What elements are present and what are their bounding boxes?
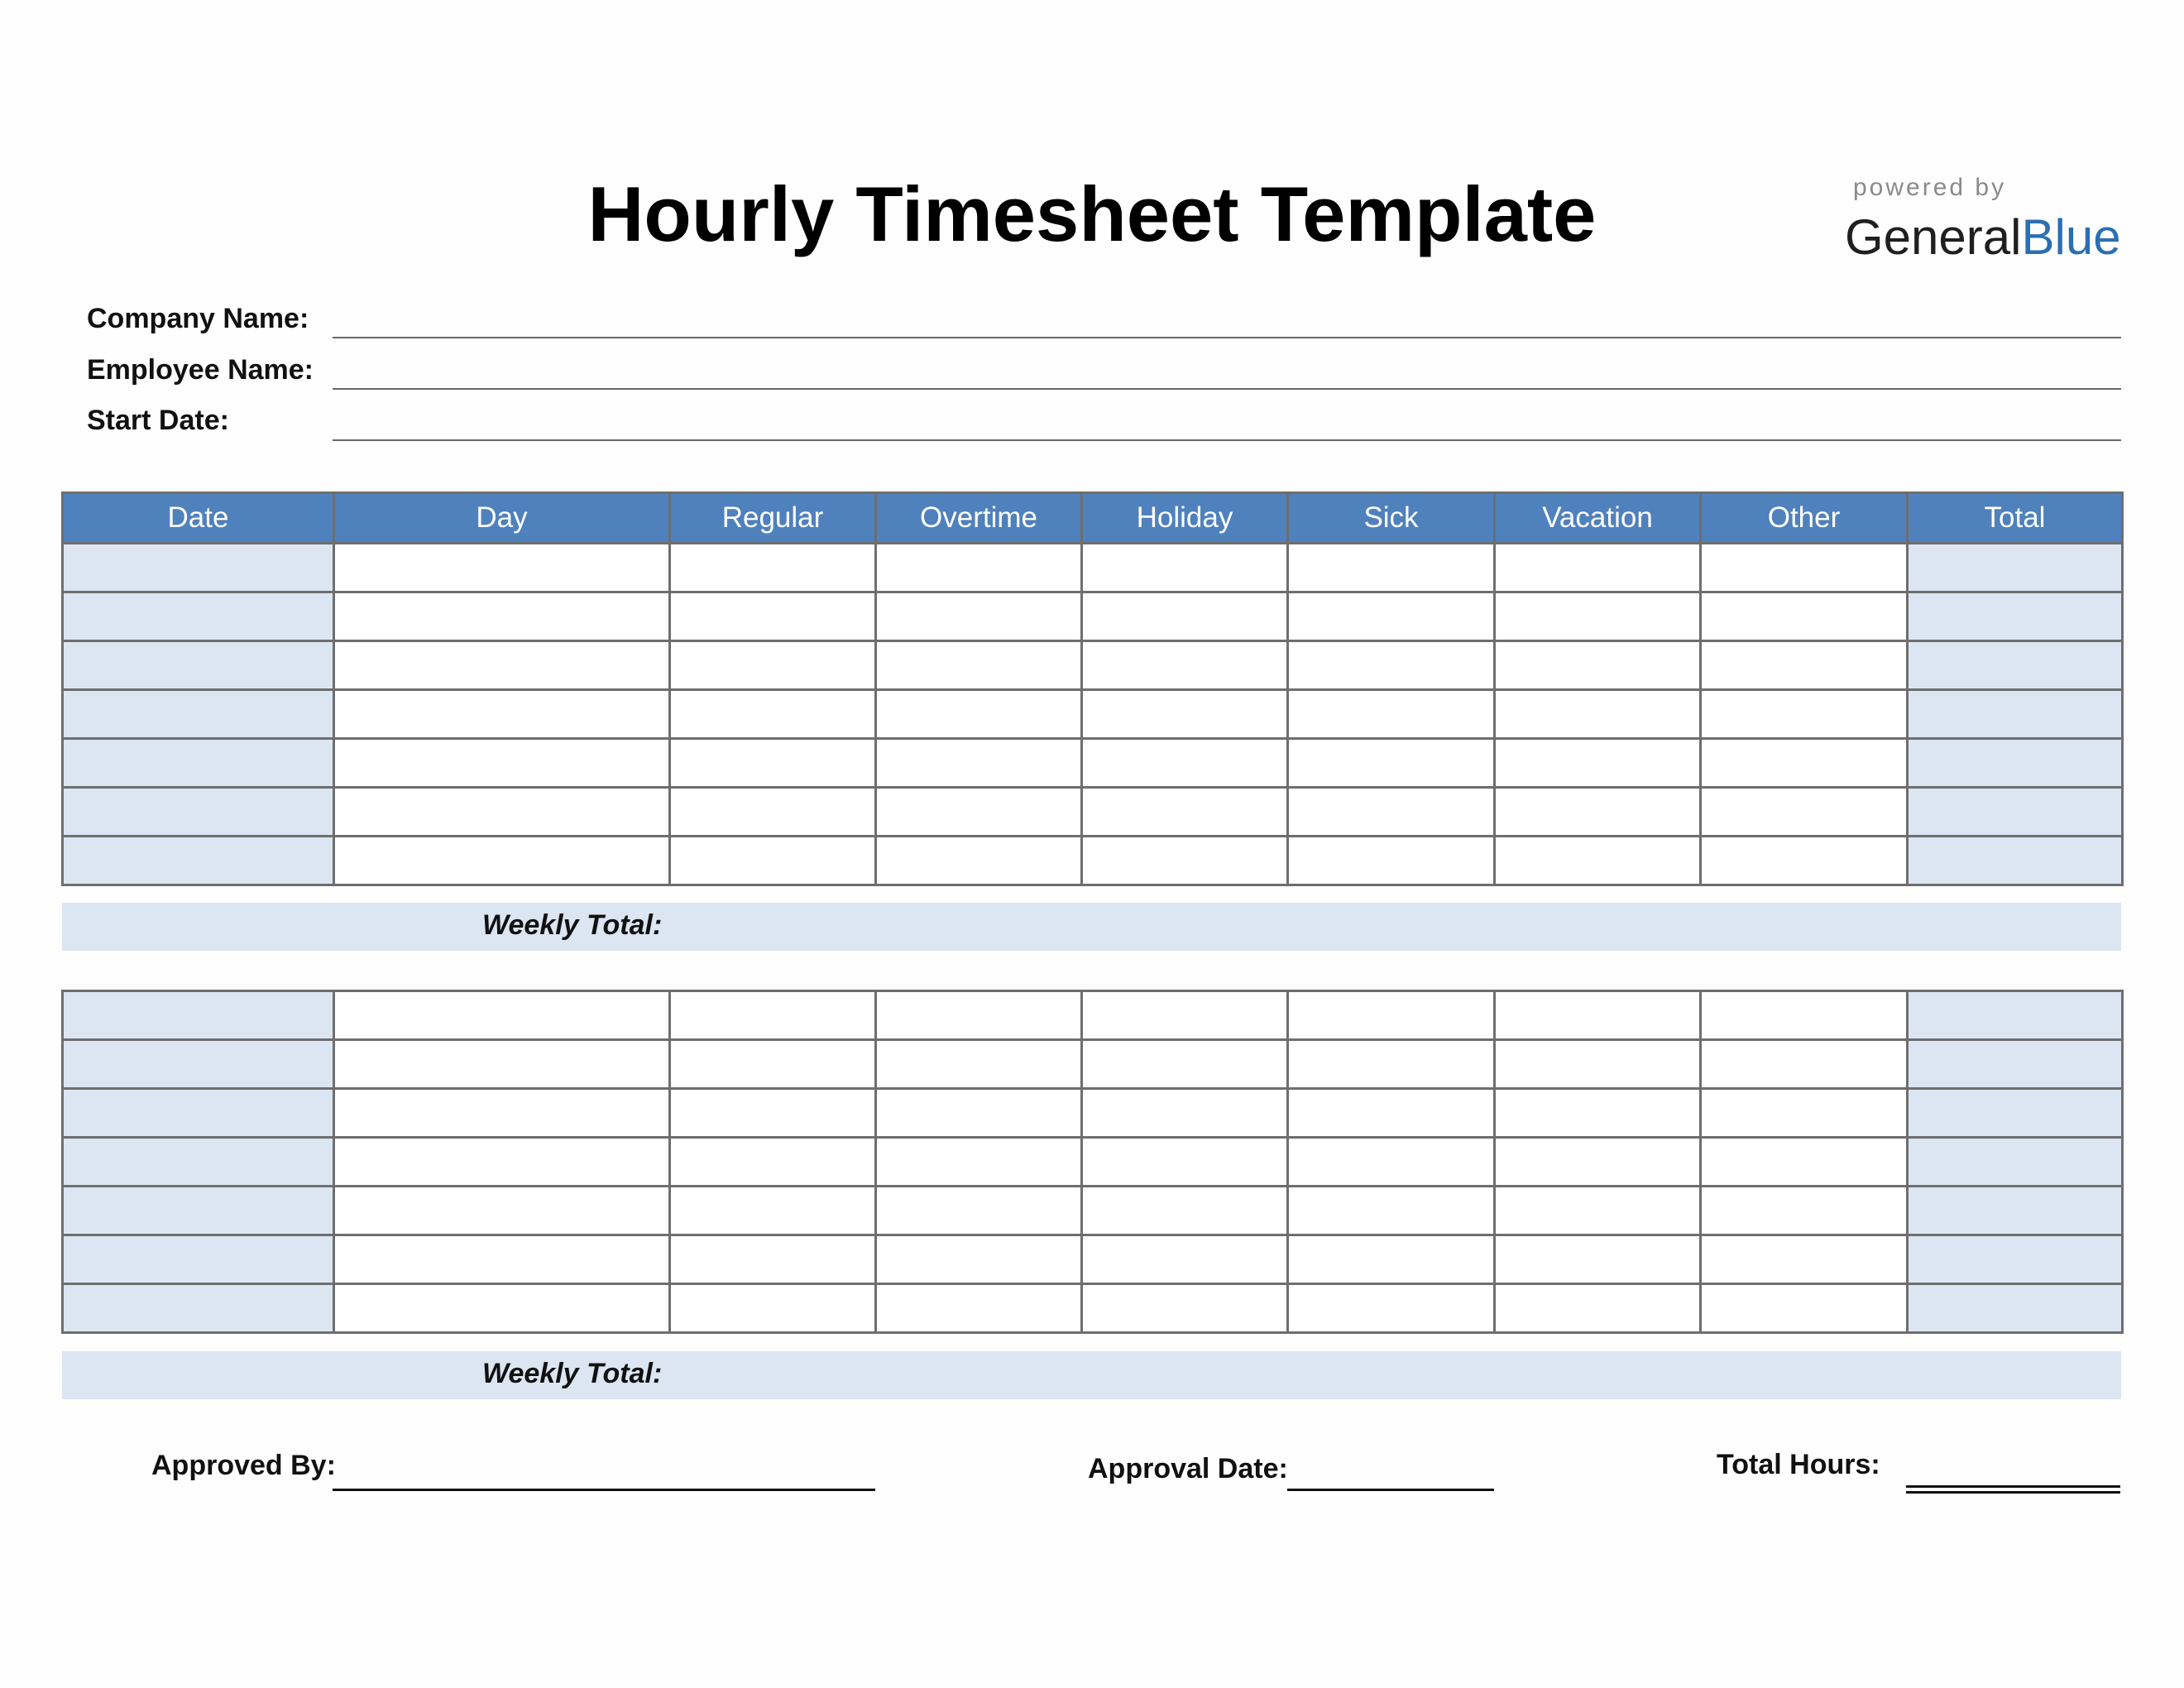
table-cell[interactable] — [1082, 788, 1288, 837]
column-header: Total — [1908, 493, 2123, 544]
table-cell[interactable] — [1495, 1089, 1701, 1138]
table-cell[interactable] — [1495, 592, 1701, 641]
table-cell[interactable] — [63, 1187, 334, 1235]
table-cell[interactable] — [334, 1284, 670, 1333]
table-cell[interactable] — [1288, 1284, 1495, 1333]
table-cell[interactable] — [63, 739, 334, 788]
table-cell[interactable] — [1082, 1187, 1288, 1235]
table-cell[interactable] — [1908, 739, 2123, 788]
table-cell[interactable] — [1288, 1235, 1495, 1284]
table-cell[interactable] — [1701, 641, 1908, 690]
start-date-label: Start Date: — [87, 405, 229, 436]
table-cell[interactable] — [1908, 544, 2123, 592]
table-cell[interactable] — [1082, 837, 1288, 885]
weekly-total-row — [62, 1351, 2121, 1399]
table-cell[interactable] — [1495, 690, 1701, 739]
table-cell[interactable] — [876, 1138, 1082, 1187]
table-cell[interactable] — [1288, 991, 1495, 1040]
table-cell[interactable] — [334, 788, 670, 837]
start-date-field[interactable] — [333, 439, 2121, 441]
table-cell[interactable] — [670, 641, 876, 690]
table-row — [63, 1089, 2123, 1138]
table-cell[interactable] — [1495, 544, 1701, 592]
table-row — [63, 837, 2123, 885]
table-row — [63, 739, 2123, 788]
table-cell[interactable] — [1701, 544, 1908, 592]
table-cell[interactable] — [1288, 544, 1495, 592]
table-cell[interactable] — [1288, 1138, 1495, 1187]
table-cell[interactable] — [1082, 1138, 1288, 1187]
table-cell[interactable] — [670, 991, 876, 1040]
column-header: Sick — [1288, 493, 1495, 544]
table-row — [63, 641, 2123, 690]
table-cell[interactable] — [1701, 1040, 1908, 1089]
table-cell[interactable] — [1908, 788, 2123, 837]
table-cell[interactable] — [876, 544, 1082, 592]
table-cell[interactable] — [1908, 1284, 2123, 1333]
table-cell[interactable] — [1701, 592, 1908, 641]
table-cell[interactable] — [1495, 1040, 1701, 1089]
column-header: Vacation — [1495, 493, 1701, 544]
table-cell[interactable] — [334, 544, 670, 592]
table-cell[interactable] — [1908, 1235, 2123, 1284]
table-cell[interactable] — [1082, 991, 1288, 1040]
table-cell[interactable] — [1082, 641, 1288, 690]
table-cell[interactable] — [1701, 837, 1908, 885]
table-cell[interactable] — [1908, 837, 2123, 885]
table-cell[interactable] — [670, 788, 876, 837]
employee-name-label: Employee Name: — [87, 354, 314, 386]
column-header: Date — [63, 493, 334, 544]
table-row — [63, 1138, 2123, 1187]
table-cell[interactable] — [876, 739, 1082, 788]
timesheet-table-week-1 — [61, 492, 2124, 886]
table-cell[interactable] — [1495, 1284, 1701, 1333]
table-cell[interactable] — [1495, 739, 1701, 788]
table-cell[interactable] — [1082, 739, 1288, 788]
table-cell[interactable] — [670, 1284, 876, 1333]
table-cell[interactable] — [63, 1040, 334, 1089]
table-cell[interactable] — [1701, 788, 1908, 837]
table-cell[interactable] — [1082, 690, 1288, 739]
approved-by-label: Approved By: — [151, 1450, 336, 1481]
table-row — [63, 690, 2123, 739]
table-row — [63, 991, 2123, 1040]
table-row — [63, 788, 2123, 837]
table-cell[interactable] — [670, 739, 876, 788]
table-cell[interactable] — [876, 1089, 1082, 1138]
table-cell[interactable] — [876, 1040, 1082, 1089]
table-cell[interactable] — [1082, 544, 1288, 592]
table-cell[interactable] — [1288, 788, 1495, 837]
table-cell[interactable] — [670, 1138, 876, 1187]
table-cell[interactable] — [1082, 1235, 1288, 1284]
total-hours-field[interactable] — [1906, 1485, 2120, 1494]
column-header: Regular — [670, 493, 876, 544]
table-cell[interactable] — [1082, 1284, 1288, 1333]
table-cell[interactable] — [1908, 1040, 2123, 1089]
table-row — [63, 544, 2123, 592]
table-cell[interactable] — [63, 592, 334, 641]
table-cell[interactable] — [1288, 690, 1495, 739]
table-cell[interactable] — [334, 1089, 670, 1138]
column-header: Overtime — [876, 493, 1082, 544]
table-cell[interactable] — [670, 1089, 876, 1138]
table-cell[interactable] — [1701, 1138, 1908, 1187]
table-cell[interactable] — [1701, 739, 1908, 788]
brand-name: GeneralBlue — [1845, 209, 2121, 265]
table-cell[interactable] — [876, 592, 1082, 641]
table-cell[interactable] — [1495, 837, 1701, 885]
approved-by-field[interactable] — [333, 1489, 875, 1491]
table-cell[interactable] — [876, 1284, 1082, 1333]
table-cell[interactable] — [876, 1235, 1082, 1284]
table-cell[interactable] — [1908, 641, 2123, 690]
table-cell[interactable] — [1495, 1235, 1701, 1284]
table-cell[interactable] — [1495, 1138, 1701, 1187]
table-cell[interactable] — [1495, 788, 1701, 837]
table-cell[interactable] — [1701, 1187, 1908, 1235]
table-cell[interactable] — [1082, 592, 1288, 641]
table-cell[interactable] — [1082, 1089, 1288, 1138]
approval-date-field[interactable] — [1287, 1489, 1494, 1491]
company-name-label: Company Name: — [87, 303, 309, 334]
table-cell[interactable] — [876, 837, 1082, 885]
table-cell[interactable] — [63, 1089, 334, 1138]
table-cell[interactable] — [876, 641, 1082, 690]
table-cell[interactable] — [1701, 690, 1908, 739]
table-row — [63, 1235, 2123, 1284]
table-cell[interactable] — [1495, 641, 1701, 690]
table-cell[interactable] — [1701, 1089, 1908, 1138]
table-cell[interactable] — [334, 1138, 670, 1187]
table-cell[interactable] — [1701, 991, 1908, 1040]
table-cell[interactable] — [334, 1040, 670, 1089]
table-cell[interactable] — [334, 1235, 670, 1284]
table-cell[interactable] — [334, 991, 670, 1040]
table-cell[interactable] — [1908, 1138, 2123, 1187]
table-cell[interactable] — [876, 690, 1082, 739]
timesheet-table-week-2 — [61, 990, 2124, 1334]
powered-by-text: powered by — [1853, 174, 2007, 201]
weekly-total-row — [62, 903, 2121, 951]
table-body — [63, 544, 2123, 885]
column-header: Day — [334, 493, 670, 544]
column-header: Other — [1701, 493, 1908, 544]
table-cell[interactable] — [1082, 1040, 1288, 1089]
table-header-row — [63, 493, 2123, 544]
table-cell[interactable] — [876, 788, 1082, 837]
table-cell[interactable] — [1288, 739, 1495, 788]
table-cell[interactable] — [670, 837, 876, 885]
table-cell[interactable] — [63, 991, 334, 1040]
table-cell[interactable] — [1288, 837, 1495, 885]
weekly-total-label: Weekly Total: — [482, 1358, 663, 1389]
column-header: Holiday — [1082, 493, 1288, 544]
table-cell[interactable] — [1701, 1284, 1908, 1333]
table-body — [63, 991, 2123, 1333]
table-cell[interactable] — [1288, 1187, 1495, 1235]
table-cell[interactable] — [334, 1187, 670, 1235]
table-cell[interactable] — [334, 690, 670, 739]
table-cell[interactable] — [670, 544, 876, 592]
total-hours-label: Total Hours: — [1717, 1449, 1880, 1480]
table-cell[interactable] — [670, 592, 876, 641]
company-name-field[interactable] — [333, 337, 2121, 338]
approval-date-label: Approval Date: — [1088, 1453, 1288, 1484]
table-cell[interactable] — [670, 690, 876, 739]
table-cell[interactable] — [63, 837, 334, 885]
table-cell[interactable] — [1495, 1187, 1701, 1235]
table-cell[interactable] — [63, 690, 334, 739]
table-cell[interactable] — [63, 1235, 334, 1284]
table-row — [63, 1040, 2123, 1089]
table-cell[interactable] — [63, 544, 334, 592]
table-cell[interactable] — [334, 592, 670, 641]
table-row — [63, 1284, 2123, 1333]
table-cell[interactable] — [876, 991, 1082, 1040]
table-cell[interactable] — [63, 1138, 334, 1187]
table-row — [63, 1187, 2123, 1235]
table-cell[interactable] — [334, 837, 670, 885]
table-cell[interactable] — [1701, 1235, 1908, 1284]
table-cell[interactable] — [670, 1235, 876, 1284]
table-cell[interactable] — [1495, 991, 1701, 1040]
table-cell[interactable] — [1288, 592, 1495, 641]
employee-name-field[interactable] — [333, 388, 2121, 390]
table-cell[interactable] — [63, 641, 334, 690]
table-cell[interactable] — [670, 1187, 876, 1235]
weekly-total-label: Weekly Total: — [482, 909, 663, 941]
table-cell[interactable] — [1908, 592, 2123, 641]
table-cell[interactable] — [63, 788, 334, 837]
table-row — [63, 592, 2123, 641]
table-cell[interactable] — [1908, 991, 2123, 1040]
table-cell[interactable] — [670, 1040, 876, 1089]
table-cell[interactable] — [1288, 641, 1495, 690]
table-cell[interactable] — [1288, 1040, 1495, 1089]
page-title: Hourly Timesheet Template — [587, 170, 1597, 257]
table-cell[interactable] — [334, 739, 670, 788]
table-cell[interactable] — [1908, 1187, 2123, 1235]
table-cell[interactable] — [63, 1284, 334, 1333]
table-cell[interactable] — [1908, 1089, 2123, 1138]
table-cell[interactable] — [334, 641, 670, 690]
table-cell[interactable] — [1288, 1089, 1495, 1138]
table-cell[interactable] — [1908, 690, 2123, 739]
table-cell[interactable] — [876, 1187, 1082, 1235]
